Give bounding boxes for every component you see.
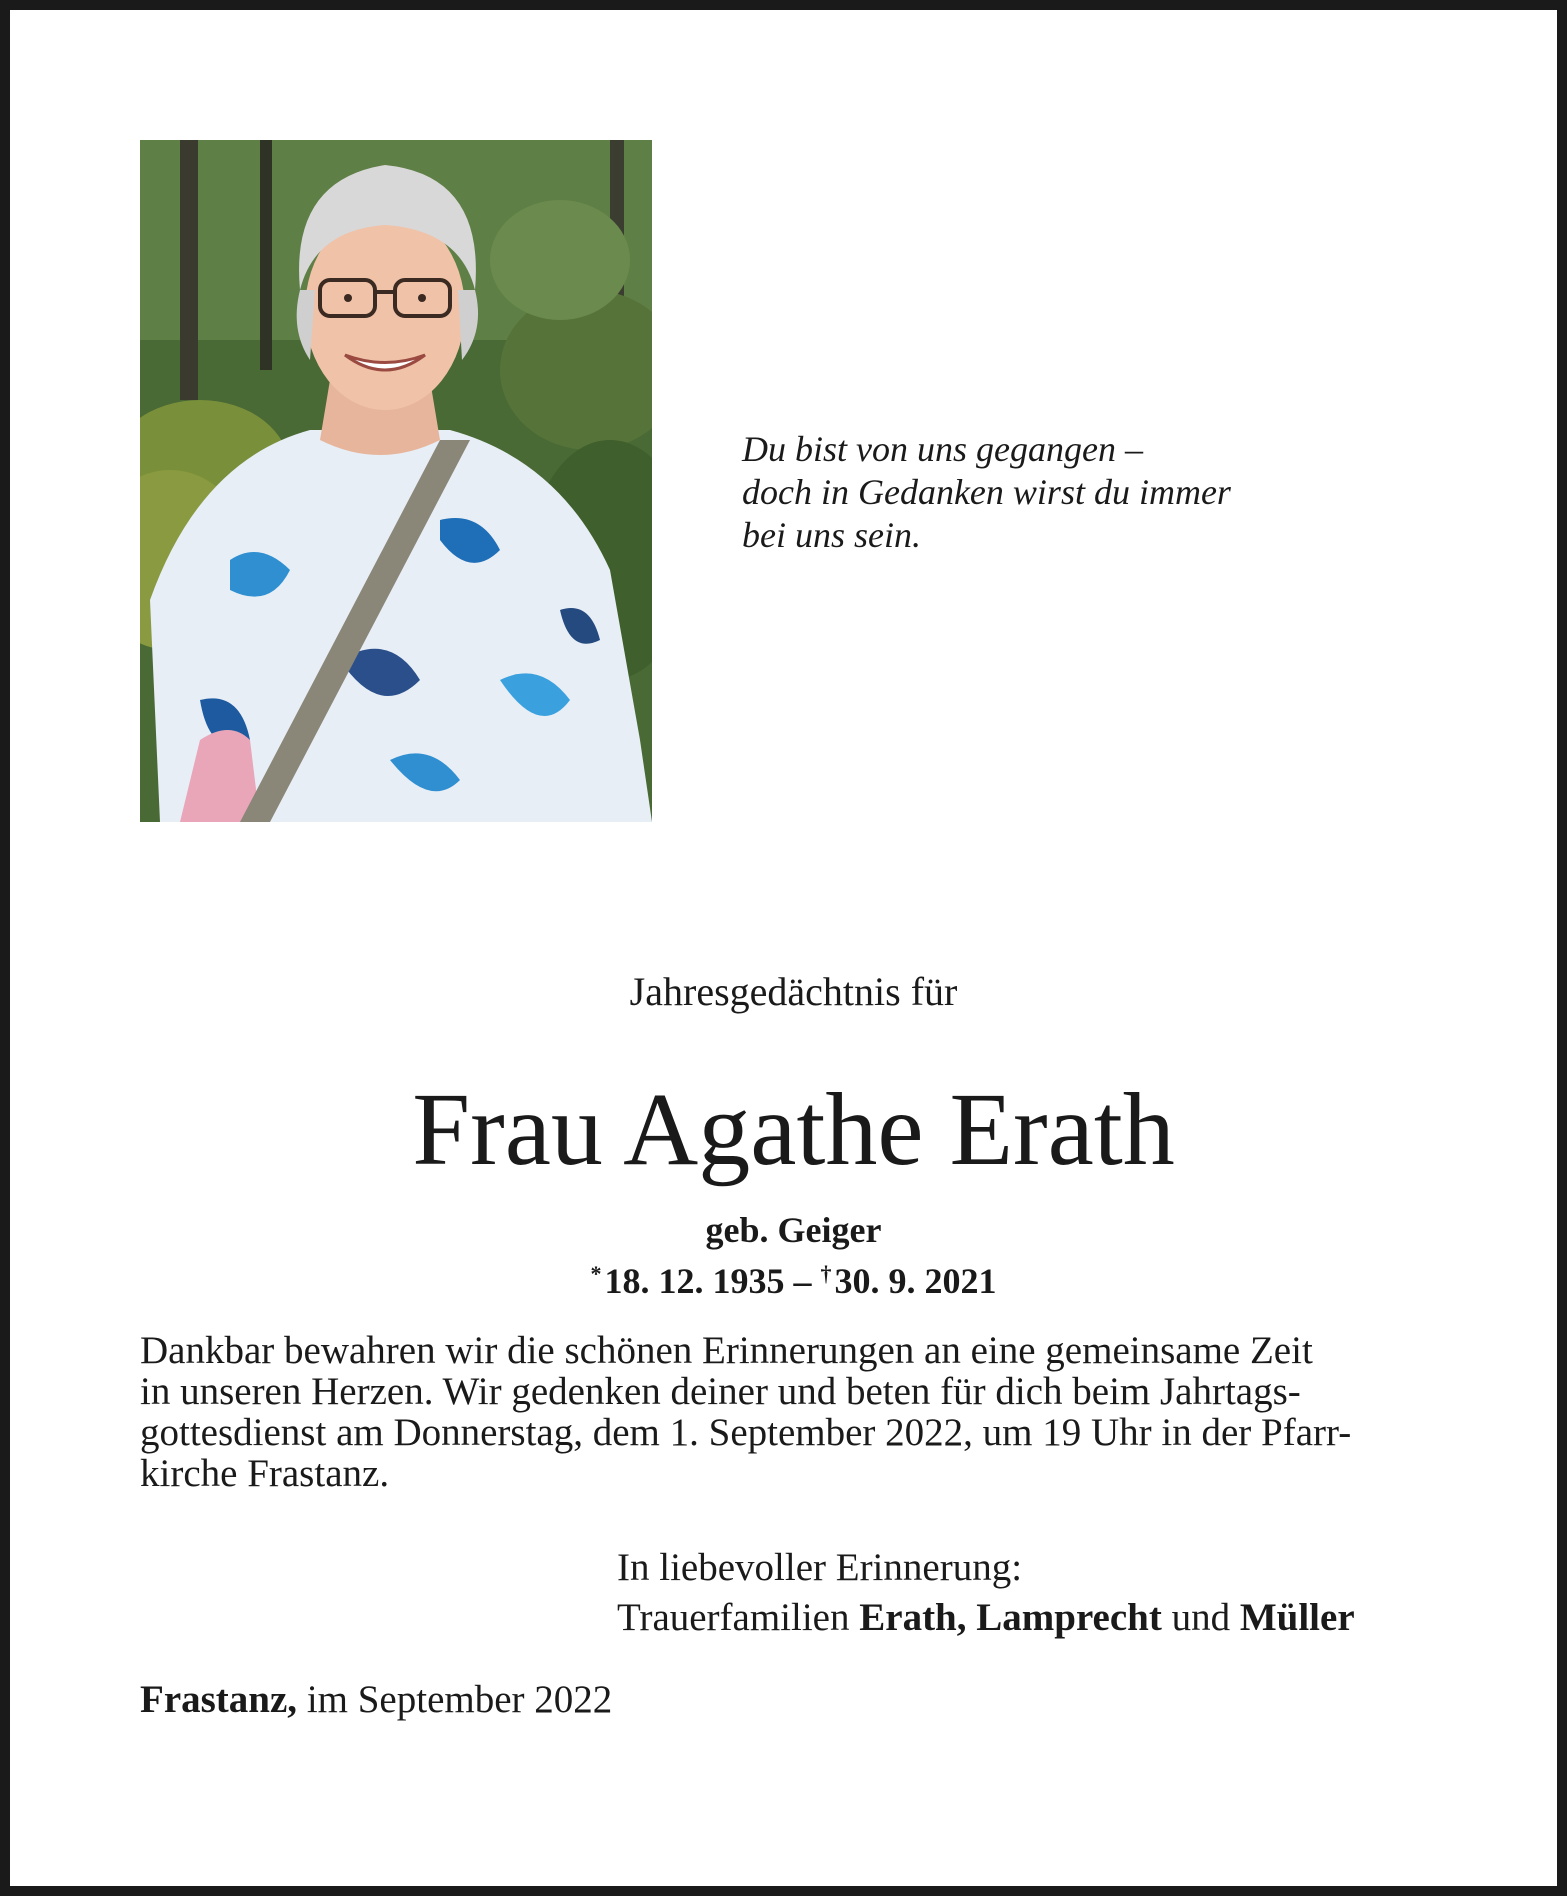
deceased-name: Frau Agathe Erath [412,1072,1175,1187]
families-line [617,1593,1477,1643]
death-symbol: † [820,1261,832,1286]
place-date: im September 2022 [297,1678,613,1721]
families-prefix: Trauerfamilien [617,1596,860,1639]
quote-line: Du bist von uns gegangen – [742,429,1143,469]
announcement-line: gottesdienst am Donnerstag, dem 1. September 2022, um 19 Uhr in der Pfarr- [140,1411,1352,1454]
closing-signature [617,1543,1477,1643]
family-names-bold: Erath, Lamprecht [859,1596,1162,1639]
death-date: 30. 9. 2021 [834,1261,997,1301]
announcement-line: Dankbar bewahren wir die schönen Erinnerungen an eine gemeinsame Zeit [140,1329,1313,1372]
memorial-intro: Jahresgedächtnis für [629,969,958,1014]
closing-line: In liebevoller Erinnerung: [617,1546,1023,1589]
announcement-line: in unseren Herzen. Wir gedenken deiner und beten für dich beim Jahrtags- [140,1370,1301,1413]
birth-date: 18. 12. 1935 [604,1261,785,1301]
portrait-illustration [140,140,652,822]
place-town: Frastanz, [140,1678,298,1721]
date-separator: – [784,1261,821,1301]
announcement-line: kirche Frastanz. [140,1452,390,1495]
families-joiner: und [1161,1596,1240,1639]
quote-line: bei uns sein. [742,515,921,555]
portrait-photo [140,140,652,822]
place-date-line [140,1675,1040,1725]
family-name-bold: Müller [1239,1596,1355,1639]
life-dates [10,1252,1567,1303]
quote-line: doch in Gedanken wirst du immer [742,472,1231,512]
birth-symbol: * [590,1261,602,1286]
announcement-text [140,1330,1460,1494]
maiden-name: geb. Geiger [705,1210,882,1250]
quote-block [742,428,1362,557]
